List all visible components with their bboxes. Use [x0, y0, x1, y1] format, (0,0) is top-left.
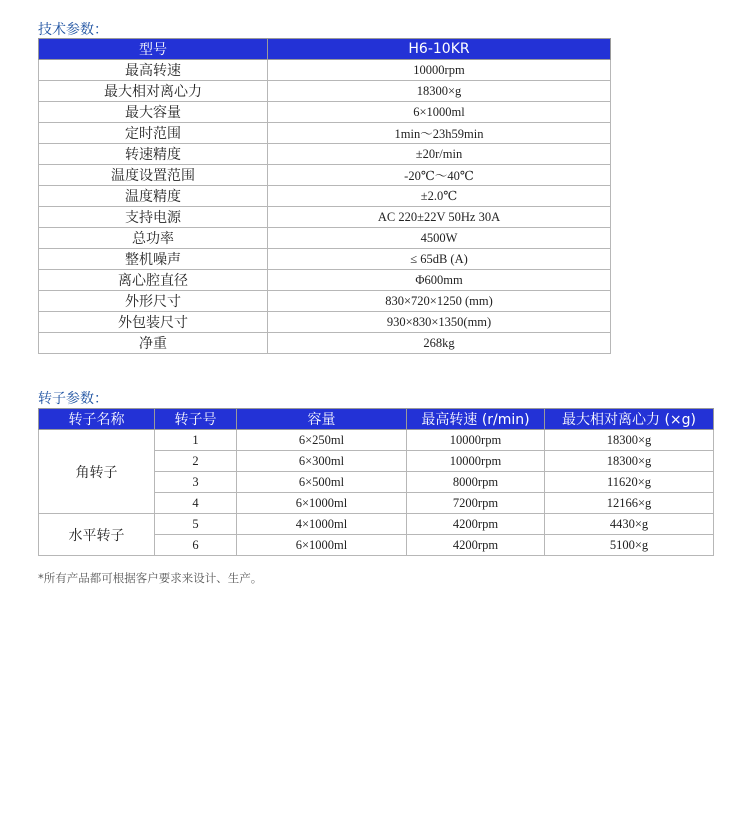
rotor-max-rcf: 4430×g	[545, 514, 714, 535]
rotor-max-speed: 4200rpm	[407, 514, 545, 535]
spec-value: Φ600mm	[268, 270, 611, 291]
rotor-capacity: 6×250ml	[237, 430, 407, 451]
spec-label: 温度精度	[39, 186, 268, 207]
col-max-speed: 最高转速 (r/min)	[407, 409, 545, 430]
spec-label: 外形尺寸	[39, 291, 268, 312]
rotor-no: 4	[155, 493, 237, 514]
spec-value: 10000rpm	[268, 60, 611, 81]
spec-row	[39, 249, 611, 270]
spec-label: 外包装尺寸	[39, 312, 268, 333]
rotor-section-title: 转子参数：	[38, 388, 114, 409]
rotor-table	[38, 408, 714, 556]
rotor-max-rcf: 5100×g	[545, 535, 714, 556]
spec-label: 最高转速	[39, 60, 268, 81]
rotor-max-speed: 4200rpm	[407, 535, 545, 556]
spec-value: -20℃～40℃	[268, 165, 611, 186]
spec-value: AC 220±22V 50Hz 30A	[268, 207, 611, 228]
spec-value: ±2.0℃	[268, 186, 611, 207]
spec-label: 最大容量	[39, 102, 268, 123]
rotor-capacity: 4×1000ml	[237, 514, 407, 535]
rotor-header-row	[39, 409, 714, 430]
spec-header-row	[39, 39, 611, 60]
spec-value: 18300×g	[268, 81, 611, 102]
rotor-max-rcf: 12166×g	[545, 493, 714, 514]
spec-value: 268kg	[268, 333, 611, 354]
rotor-max-speed: 8000rpm	[407, 472, 545, 493]
spec-row	[39, 312, 611, 333]
spec-value: 830×720×1250 (mm)	[268, 291, 611, 312]
rotor-max-speed: 7200rpm	[407, 493, 545, 514]
rotor-max-rcf: 18300×g	[545, 451, 714, 472]
rotor-group-name: 角转子	[39, 430, 155, 514]
rotor-max-speed: 10000rpm	[407, 451, 545, 472]
spec-row	[39, 60, 611, 81]
rotor-no: 2	[155, 451, 237, 472]
col-capacity: 容量	[237, 409, 407, 430]
col-rotor-no: 转子号	[155, 409, 237, 430]
spec-label: 离心腔直径	[39, 270, 268, 291]
rotor-row	[39, 430, 714, 451]
spec-value: 6×1000ml	[268, 102, 611, 123]
spec-value: 4500W	[268, 228, 611, 249]
spec-value: 1min～23h59min	[268, 123, 611, 144]
spec-label: 整机噪声	[39, 249, 268, 270]
spec-label: 总功率	[39, 228, 268, 249]
spec-row	[39, 228, 611, 249]
spec-row	[39, 165, 611, 186]
rotor-max-speed: 10000rpm	[407, 430, 545, 451]
spec-row	[39, 333, 611, 354]
rotor-no: 5	[155, 514, 237, 535]
spec-label: 支持电源	[39, 207, 268, 228]
spec-label: 温度设置范围	[39, 165, 268, 186]
rotor-capacity: 6×300ml	[237, 451, 407, 472]
rotor-no: 3	[155, 472, 237, 493]
rotor-capacity: 6×1000ml	[237, 535, 407, 556]
spec-value: 930×830×1350(mm)	[268, 312, 611, 333]
model-label: 型号	[39, 39, 268, 60]
rotor-max-rcf: 11620×g	[545, 472, 714, 493]
spec-label: 定时范围	[39, 123, 268, 144]
footnote: *所有产品都可根据客户要求来设计、生产。	[38, 571, 263, 585]
rotor-row	[39, 514, 714, 535]
spec-section-title: 技术参数：	[38, 19, 114, 40]
spec-row	[39, 81, 611, 102]
rotor-capacity: 6×1000ml	[237, 493, 407, 514]
col-rotor-name: 转子名称	[39, 409, 155, 430]
rotor-max-rcf: 18300×g	[545, 430, 714, 451]
spec-value: ±20r/min	[268, 144, 611, 165]
spec-value: ≤ 65dB (A)	[268, 249, 611, 270]
col-max-rcf: 最大相对离心力 (×g)	[545, 409, 714, 430]
spec-table	[38, 38, 611, 354]
spec-label: 最大相对离心力	[39, 81, 268, 102]
spec-row	[39, 144, 611, 165]
spec-row	[39, 102, 611, 123]
rotor-capacity: 6×500ml	[237, 472, 407, 493]
rotor-no: 1	[155, 430, 237, 451]
spec-row	[39, 291, 611, 312]
spec-row	[39, 123, 611, 144]
rotor-group-name: 水平转子	[39, 514, 155, 556]
spec-row	[39, 270, 611, 291]
spec-label: 转速精度	[39, 144, 268, 165]
model-value: H6-10KR	[268, 39, 611, 60]
spec-label: 净重	[39, 333, 268, 354]
rotor-no: 6	[155, 535, 237, 556]
spec-row	[39, 207, 611, 228]
spec-row	[39, 186, 611, 207]
